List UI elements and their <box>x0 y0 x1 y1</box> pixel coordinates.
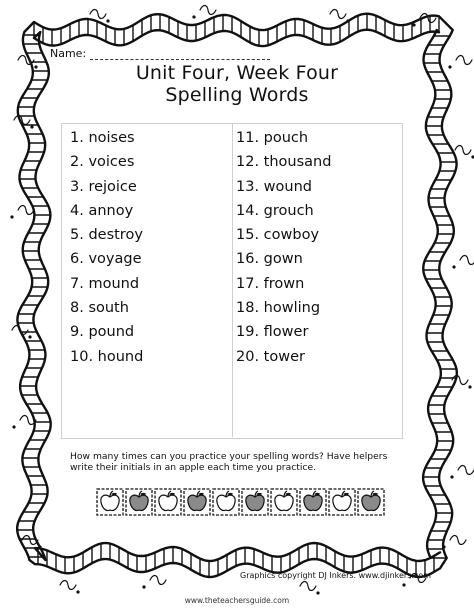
word-item: 13. wound <box>236 178 312 195</box>
word-item: 14. grouch <box>236 202 314 219</box>
apple-box[interactable] <box>241 486 269 516</box>
decor-dot <box>76 590 79 593</box>
decor-dot <box>316 591 319 594</box>
word-item: 1. noises <box>70 130 135 146</box>
apple-icon <box>241 486 269 516</box>
name-row <box>50 44 270 60</box>
decor-dot <box>30 125 33 128</box>
decor-dot <box>28 335 31 338</box>
apple-icon <box>270 486 298 516</box>
decor-dot <box>12 425 15 428</box>
apple-icon <box>96 486 124 516</box>
decor-dot <box>38 545 41 548</box>
word-item: 9. pound <box>70 324 135 341</box>
apple-box[interactable] <box>125 486 153 516</box>
decor-squiggle <box>200 6 216 15</box>
word-item: 8. south <box>70 300 129 317</box>
decor-dot <box>412 23 415 26</box>
practice-instructions: How many times can you practice your spelling words? Have helpers write their initials in an apple each time you practice. <box>70 451 388 473</box>
apple-icon <box>212 486 240 516</box>
name-label: Name: <box>50 47 87 60</box>
word-item: 20. tower <box>236 348 305 365</box>
decor-squiggle <box>60 581 76 590</box>
word-table-divider <box>232 123 233 437</box>
word-item: 5. destroy <box>70 227 143 244</box>
apple-box[interactable] <box>270 486 298 516</box>
word-column-right <box>236 126 331 369</box>
word-item: 16. gown <box>236 251 303 268</box>
decor-squiggle <box>12 326 28 335</box>
decor-dot <box>452 265 455 268</box>
word-item: 4. annoy <box>70 202 134 219</box>
word-item: 18. howling <box>236 300 321 317</box>
apple-icon <box>125 486 153 516</box>
apple-tracker-row <box>96 486 384 520</box>
decor-squiggle <box>460 256 474 265</box>
decor-squiggle <box>18 56 34 65</box>
word-item: 6. voyage <box>70 251 142 268</box>
decor-dot <box>106 19 109 22</box>
apple-icon <box>299 486 327 516</box>
word-column-left <box>70 126 143 369</box>
title-line-1: Unit Four, Week Four <box>135 62 339 84</box>
word-item: 7. mound <box>70 275 140 292</box>
decor-squiggle <box>90 10 106 19</box>
decor-squiggle <box>458 466 474 475</box>
apple-box[interactable] <box>154 486 182 516</box>
decor-dot <box>450 475 453 478</box>
apple-icon <box>357 486 385 516</box>
decor-squiggle <box>456 56 472 65</box>
decor-dot <box>10 215 13 218</box>
word-item: 2. voices <box>70 154 135 171</box>
decor-dot <box>442 545 445 548</box>
decor-squiggle <box>330 10 346 19</box>
apple-icon <box>328 486 356 516</box>
word-item: 15. cowboy <box>236 227 320 244</box>
site-footer: www.theteachersguide.com <box>184 596 290 605</box>
decor-dot <box>468 385 471 388</box>
word-item: 19. flower <box>236 324 309 341</box>
graphics-credit: Graphics copyright DJ Inkers. www.djinkers.com <box>240 571 432 580</box>
word-item: 10. hound <box>70 348 144 365</box>
decor-dot <box>448 65 451 68</box>
word-item: 3. rejoice <box>70 178 137 195</box>
apple-box[interactable] <box>357 486 385 516</box>
decor-squiggle <box>450 536 466 545</box>
title-line-2: Spelling Words <box>165 84 309 106</box>
decor-squiggle <box>455 146 471 155</box>
decor-squiggle <box>300 582 316 591</box>
apple-box[interactable] <box>96 486 124 516</box>
decor-dot <box>34 65 37 68</box>
decor-dot <box>402 583 405 586</box>
word-item: 12. thousand <box>236 154 332 171</box>
decor-squiggle <box>150 576 166 585</box>
apple-icon <box>154 486 182 516</box>
decor-dot <box>346 19 349 22</box>
decor-dot <box>192 15 195 18</box>
word-item: 17. frown <box>236 275 305 292</box>
word-item: 11. pouch <box>236 130 309 146</box>
name-line[interactable] <box>90 49 270 60</box>
decor-dot <box>142 585 145 588</box>
apple-box[interactable] <box>212 486 240 516</box>
apple-icon <box>183 486 211 516</box>
apple-box[interactable] <box>183 486 211 516</box>
apple-box[interactable] <box>299 486 327 516</box>
apple-box[interactable] <box>328 486 356 516</box>
